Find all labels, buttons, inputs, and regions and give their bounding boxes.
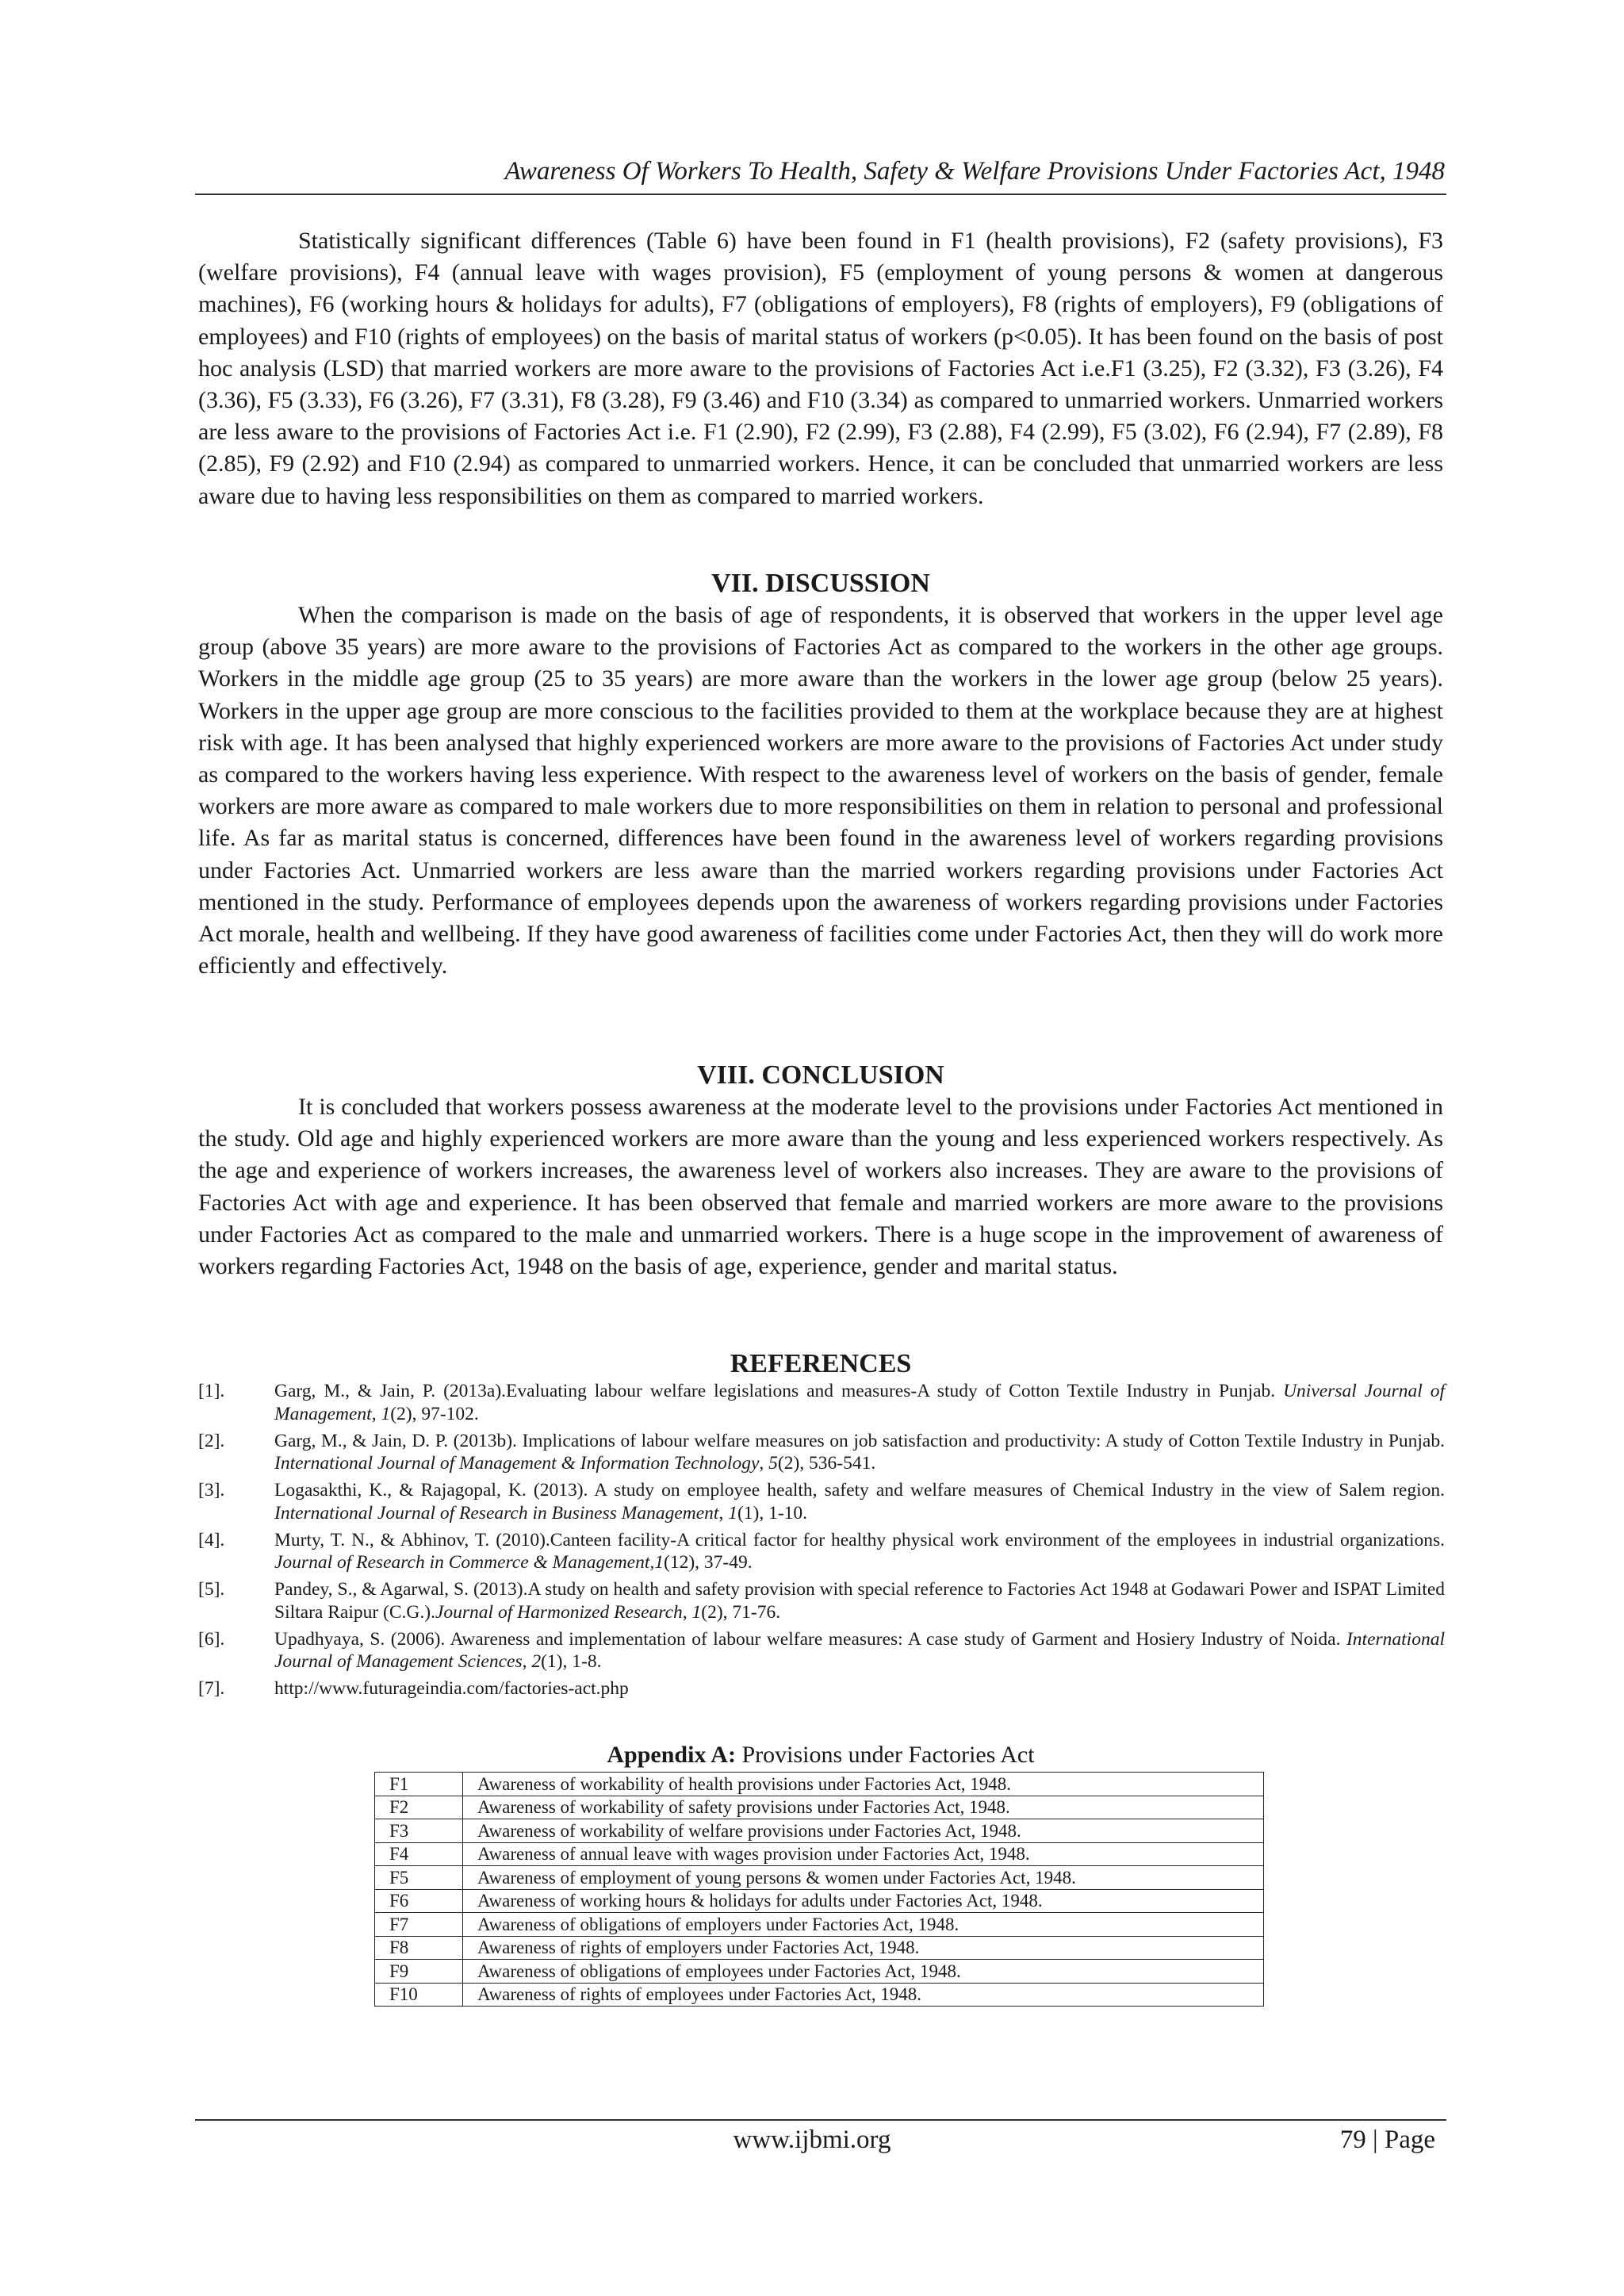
reference-number: [3]. xyxy=(198,1480,225,1501)
reference-volume: 1 xyxy=(654,1552,664,1573)
table-row xyxy=(375,1773,1264,1796)
provision-code: F9 xyxy=(375,1960,463,1984)
reference-text: Murty, T. N., & Abhinov, T. (2010).Canteen facility-A critical factor for healthy physical work environment of the employees in industrial organizations. xyxy=(274,1529,1445,1550)
running-header: Awareness Of Workers To Health, Safety & Welfare Provisions Under Factories Act, 1948 xyxy=(504,157,1445,186)
reference-journal: International Journal of Management Sciences xyxy=(274,1628,1445,1672)
reference-separator: , xyxy=(718,1502,729,1524)
reference-item xyxy=(198,1677,1445,1700)
table-row xyxy=(375,1866,1264,1890)
intro-paragraph: Statistically significant differences (Table 6) have been found in F1 (health provisions), F2 (safety provisions), F3 (welfare provisions), F4 (annual leave with wages provision), F5 (employment of young persons & women at dangerous machines), F6 (working hours & holidays for adults), F7 (obligations of employers), F8 (rights of employers), F9 (obligations of employees) and F10 (rights of employees) on the basis of marital status of workers (p<0.05). It has been found on the basis of post hoc analysis (LSD) that married workers are more aware to the provisions of Factories Act i.e.F1 (3.25), F2 (3.32), F3 (3.26), F4 (3.36), F5 (3.33), F6 (3.26), F7 (3.31), F8 (3.28), F9 (3.46) and F10 (3.34) as compared to unmarried workers. Unmarried workers are less aware to the provisions of Factories Act i.e. F1 (2.90), F2 (2.99), F3 (2.88), F4 (2.99), F5 (3.02), F6 (2.94), F7 (2.89), F8 (2.85), F9 (2.92) and F10 (2.94) as compared to unmarried workers. Hence, it can be concluded that unmarried workers are less aware due to having less responsibilities on them as compared to married workers. xyxy=(198,228,1443,509)
table-row xyxy=(375,1842,1264,1866)
table-row xyxy=(375,1819,1264,1843)
provision-description: Awareness of workability of safety provisions under Factories Act, 1948. xyxy=(463,1796,1264,1819)
reference-separator: , xyxy=(522,1651,532,1672)
table-row xyxy=(375,1796,1264,1819)
conclusion-heading: VIII. CONCLUSION xyxy=(697,1060,944,1090)
provision-code: F8 xyxy=(375,1936,463,1960)
appendix-table xyxy=(374,1772,1264,2007)
provision-code: F6 xyxy=(375,1889,463,1913)
provision-description: Awareness of obligations of employees under Factories Act, 1948. xyxy=(463,1960,1264,1984)
reference-pages: (1), 1-8. xyxy=(541,1651,602,1672)
discussion-heading: VII. DISCUSSION xyxy=(711,569,930,598)
reference-number: [4]. xyxy=(198,1529,225,1550)
reference-number: [1]. xyxy=(198,1381,225,1401)
table-row xyxy=(375,1983,1264,2007)
discussion-paragraph: When the comparison is made on the basis of age of respondents, it is observed that workers in the upper level age group (above 35 years) are more aware to the provisions of Factories Act as compared to the workers in the other age groups. Workers in the middle age group (25 to 35 years) are more aware than the workers in the lower age group (below 25 years). Workers in the upper age group are more conscious to the facilities provided to them at the workplace because they are at highest risk with age. It has been analysed that highly experienced workers are more aware to the provisions of Factories Act under study as compared to the workers having less experience. With respect to the awareness level of workers on the basis of gender, female workers are more aware as compared to male workers due to more responsibilities on them in relation to personal and professional life. As far as marital status is concerned, differences have been found in the awareness level of workers regarding provisions under Factories Act. Unmarried workers are less aware than the married workers regarding provisions under Factories Act mentioned in the study. Performance of employees depends upon the awareness of workers regarding provisions under Factories Act morale, health and wellbeing. If they have good awareness of facilities come under Factories Act, then they will do work more efficiently and effectively. xyxy=(198,602,1443,979)
reference-text: Upadhyaya, S. (2006). Awareness and implementation of labour welfare measures: A case study of Garment and Hosiery Industry of Noida. xyxy=(274,1628,1346,1650)
table-row xyxy=(375,1913,1264,1937)
provision-description: Awareness of rights of employees under Factories Act, 1948. xyxy=(463,1983,1264,2007)
reference-volume: 1 xyxy=(691,1601,702,1623)
provision-description: Awareness of working hours & holidays for adults under Factories Act, 1948. xyxy=(463,1889,1264,1913)
table-row xyxy=(375,1960,1264,1984)
reference-url[interactable]: http://www.futurageindia.com/factories-act.php xyxy=(274,1678,629,1699)
footer-rule xyxy=(195,2119,1446,2121)
conclusion-paragraph: It is concluded that workers possess awareness at the moderate level to the provisions under Factories Act mentioned in the study. Old age and highly experienced workers are more aware than the young and less experienced workers respectively. As the age and experience of workers increases, the awareness level of workers also increases. They are aware to the provisions of Factories Act with age and experience. It has been observed that female and married workers are more aware to the provisions under Factories Act as compared to the male and unmarried workers. There is a huge scope in the improvement of awareness of workers regarding Factories Act, 1948 on the basis of age, experience, gender and marital status. xyxy=(198,1094,1443,1280)
appendix-caption: Provisions under Factories Act xyxy=(735,1742,1035,1768)
reference-separator: , xyxy=(759,1453,769,1474)
reference-journal: Journal of Research in Commerce & Management, xyxy=(274,1552,655,1573)
reference-volume: 1 xyxy=(381,1403,391,1424)
footer-page-number: 79 | Page xyxy=(1339,2125,1435,2154)
provision-description: Awareness of workability of health provisions under Factories Act, 1948. xyxy=(463,1773,1264,1796)
reference-separator: , xyxy=(682,1601,692,1623)
reference-number: [2]. xyxy=(198,1430,225,1451)
reference-text: Garg, M., & Jain, D. P. (2013b). Implications of labour welfare measures on job satisfaction and productivity: A study of Cotton Textile Industry in Punjab. xyxy=(274,1430,1445,1451)
provision-description: Awareness of rights of employers under Factories Act, 1948. xyxy=(463,1936,1264,1960)
provision-code: F7 xyxy=(375,1913,463,1937)
header-rule xyxy=(195,194,1446,195)
appendix-label: Appendix A: xyxy=(607,1742,736,1768)
reference-volume: 5 xyxy=(768,1453,778,1474)
appendix-title xyxy=(198,1742,1443,1769)
reference-item xyxy=(198,1479,1445,1524)
references-heading: REFERENCES xyxy=(730,1349,912,1378)
reference-pages: (2), 71-76. xyxy=(701,1601,781,1623)
provision-code: F5 xyxy=(375,1866,463,1890)
table-row xyxy=(375,1889,1264,1913)
provision-description: Awareness of obligations of employers under Factories Act, 1948. xyxy=(463,1913,1264,1937)
reference-journal: Universal Journal of Management xyxy=(274,1381,1445,1424)
reference-item xyxy=(198,1529,1445,1574)
reference-journal: International Journal of Management & Information Technology xyxy=(274,1453,760,1474)
provision-description: Awareness of annual leave with wages provision under Factories Act, 1948. xyxy=(463,1842,1264,1866)
table-row xyxy=(375,1936,1264,1960)
provision-code: F10 xyxy=(375,1983,463,2007)
provision-code: F2 xyxy=(375,1796,463,1819)
provision-code: F1 xyxy=(375,1773,463,1796)
reference-list xyxy=(198,1380,1445,1704)
reference-journal: International Journal of Research in Business Management xyxy=(274,1502,719,1524)
reference-number: [6]. xyxy=(198,1628,225,1650)
provision-code: F4 xyxy=(375,1842,463,1866)
provision-description: Awareness of workability of welfare provisions under Factories Act, 1948. xyxy=(463,1819,1264,1843)
reference-text: Pandey, S., & Agarwal, S. (2013).A study on health and safety provision with special reference to Factories Act 1948 at Godawari Power and ISPAT Limited Siltara Raipur (C.G.). xyxy=(274,1579,1445,1623)
reference-text: Garg, M., & Jain, P. (2013a).Evaluating labour welfare legislations and measures-A study of Cotton Textile Industry in Punjab. xyxy=(274,1381,1284,1401)
reference-journal: Journal of Harmonized Research xyxy=(435,1601,683,1623)
reference-pages: (2), 536-541. xyxy=(777,1453,876,1474)
reference-pages: (1), 1-10. xyxy=(737,1502,808,1524)
reference-number: [5]. xyxy=(198,1579,225,1600)
reference-pages: (2), 97-102. xyxy=(390,1403,479,1424)
reference-item xyxy=(198,1380,1445,1425)
reference-text: Logasakthi, K., & Rajagopal, K. (2013). A study on employee health, safety and welfare measures of Chemical Industry in the view of Salem region. xyxy=(274,1480,1445,1501)
provision-description: Awareness of employment of young persons & women under Factories Act, 1948. xyxy=(463,1866,1264,1890)
reference-pages: (12), 37-49. xyxy=(664,1552,753,1573)
reference-item xyxy=(198,1578,1445,1623)
reference-number: [7]. xyxy=(198,1678,225,1699)
reference-separator: , xyxy=(371,1403,381,1424)
provision-code: F3 xyxy=(375,1819,463,1843)
reference-volume: 2 xyxy=(531,1651,542,1672)
reference-volume: 1 xyxy=(728,1502,737,1524)
footer-website[interactable]: www.ijbmi.org xyxy=(733,2125,891,2154)
reference-item xyxy=(198,1628,1445,1673)
reference-item xyxy=(198,1430,1445,1475)
